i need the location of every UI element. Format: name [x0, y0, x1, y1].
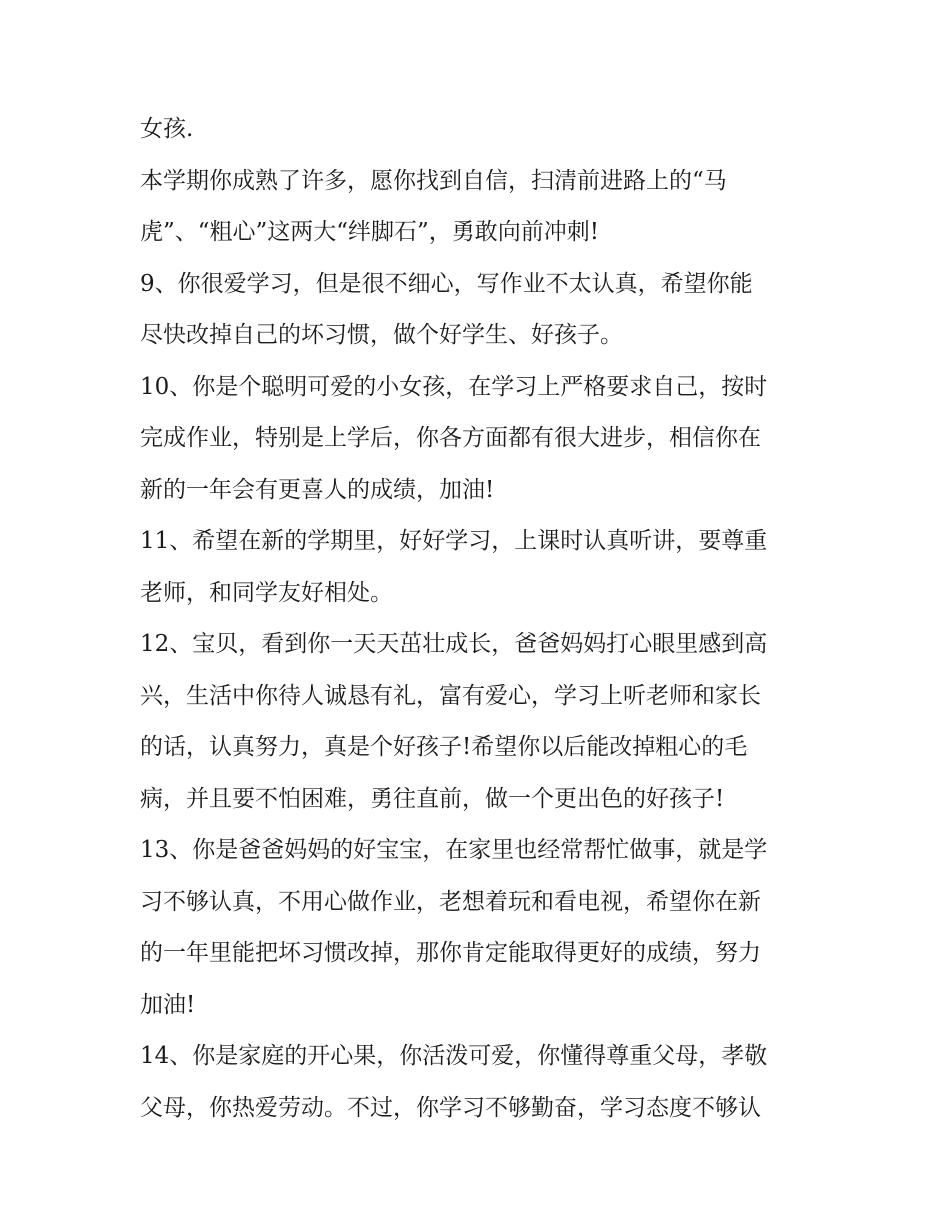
text-line: 老师，和同学友好相处。 [140, 579, 393, 606]
text-line: 12、宝贝，看到你一天天茁壮成长，爸爸妈妈打心眼里感到高 [140, 631, 768, 657]
text-line: 新的一年会有更喜人的成绩，加油! [140, 476, 495, 503]
text-line: 病，并且要不怕困难，勇往直前，做一个更出色的好孩子! [140, 785, 725, 812]
text-line: 本学期你成熟了许多，愿你找到自信，扫清前进路上的“马 [140, 167, 727, 194]
text-line: 10、你是个聪明可爱的小女孩，在学习上严格要求自己，按时 [140, 373, 768, 400]
text-line: 女孩. [140, 116, 194, 142]
text-line: 父母，你热爱劳动。不过，你学习不够勤奋，学习态度不够认 [140, 1094, 761, 1121]
text-line: 9、你很爱学习，但是很不细心，写作业不太认真，希望你能 [140, 270, 753, 297]
text-line: 兴，生活中你待人诚恳有礼，富有爱心，学习上听老师和家长 [140, 682, 761, 709]
text-line: 尽快改掉自己的坏习惯，做个好学生、好孩子。 [140, 322, 623, 348]
text-line: 13、你是爸爸妈妈的好宝宝，在家里也经常帮忙做事，就是学 [140, 837, 768, 863]
text-line: 11、希望在新的学期里，好好学习，上课时认真听讲，要尊重 [140, 528, 768, 554]
text-line: 的话，认真努力，真是个好孩子!希望你以后能改掉粗心的毛 [140, 734, 748, 760]
text-line: 14、你是家庭的开心果，你活泼可爱，你懂得尊重父母，孝敬 [140, 1043, 768, 1069]
text-line: 完成作业，特别是上学后，你各方面都有很大进步，相信你在 [140, 425, 761, 451]
text-line: 习不够认真，不用心做作业，老想着玩和看电视，希望你在新 [140, 888, 761, 915]
text-line: 虎”、“粗心”这两大“绊脚石”，勇敢向前冲刺! [140, 219, 600, 245]
text-line: 的一年里能把坏习惯改掉，那你肯定能取得更好的成绩，努力 [140, 940, 761, 966]
document-body [140, 104, 816, 1134]
text-line: 加油! [140, 991, 196, 1018]
